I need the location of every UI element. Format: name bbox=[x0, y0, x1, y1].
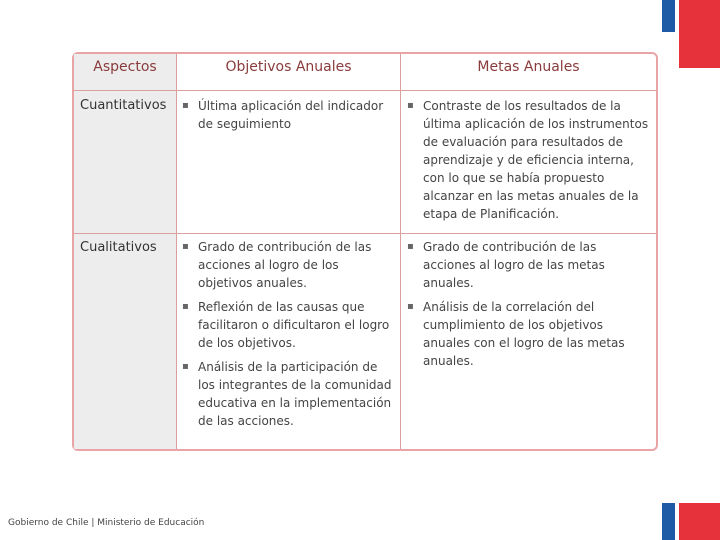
cell-quantitative-goals bbox=[403, 97, 653, 229]
bullet-icon: ▪ bbox=[182, 301, 189, 312]
flag-bottom-decoration bbox=[662, 503, 720, 540]
list-item: ▪ Análisis de la participación de los integrantes de la comunidad educativa en la implementación de las acciones. bbox=[182, 360, 392, 428]
cell-qualitative-goals bbox=[403, 238, 651, 376]
bullet-icon: ▪ bbox=[182, 100, 189, 111]
list-item: ▪ Reflexión de las causas que facilitaron o dificultaron el logro de los objetivos. bbox=[182, 300, 390, 350]
bullet-icon: ▪ bbox=[407, 100, 414, 111]
cell-qualitative-objectives bbox=[178, 238, 392, 436]
header-goals: Metas Anuales bbox=[477, 59, 580, 75]
objectives-table bbox=[72, 52, 658, 451]
header-objectives: Objetivos Anuales bbox=[225, 59, 352, 75]
list-item: ▪ Grado de contribución de las acciones al logro de las metas anuales. bbox=[407, 240, 605, 290]
list-item: ▪ Última aplicación del indicador de seguimiento bbox=[182, 99, 384, 131]
header-aspect: Aspectos bbox=[93, 59, 157, 75]
list-item: ▪ Grado de contribución de las acciones al logro de los objetivos anuales. bbox=[182, 240, 372, 290]
bullet-icon: ▪ bbox=[182, 241, 189, 252]
bullet-icon: ▪ bbox=[407, 301, 414, 312]
row-label-qualitative: Cualitativos bbox=[80, 240, 157, 255]
list-item: ▪ Contraste de los resultados de la última aplicación de los instrumentos de evaluación para resultados de aprendizaje y de eficiencia interna, con lo que se había propuesto alcanzar en las metas anuales de la etapa de Planificación. bbox=[407, 99, 649, 221]
bullet-icon: ▪ bbox=[407, 241, 414, 252]
cell-quantitative-objectives bbox=[178, 97, 398, 139]
list-item: ▪ Análisis de la correlación del cumplimiento de los objetivos anuales con el logro de las metas anuales. bbox=[407, 300, 625, 368]
row-label-quantitative: Cuantitativos bbox=[80, 98, 167, 113]
bullet-icon: ▪ bbox=[182, 361, 189, 372]
footer-credit: Gobierno de Chile | Ministerio de Educación bbox=[8, 518, 205, 528]
flag-top-decoration bbox=[662, 0, 720, 68]
